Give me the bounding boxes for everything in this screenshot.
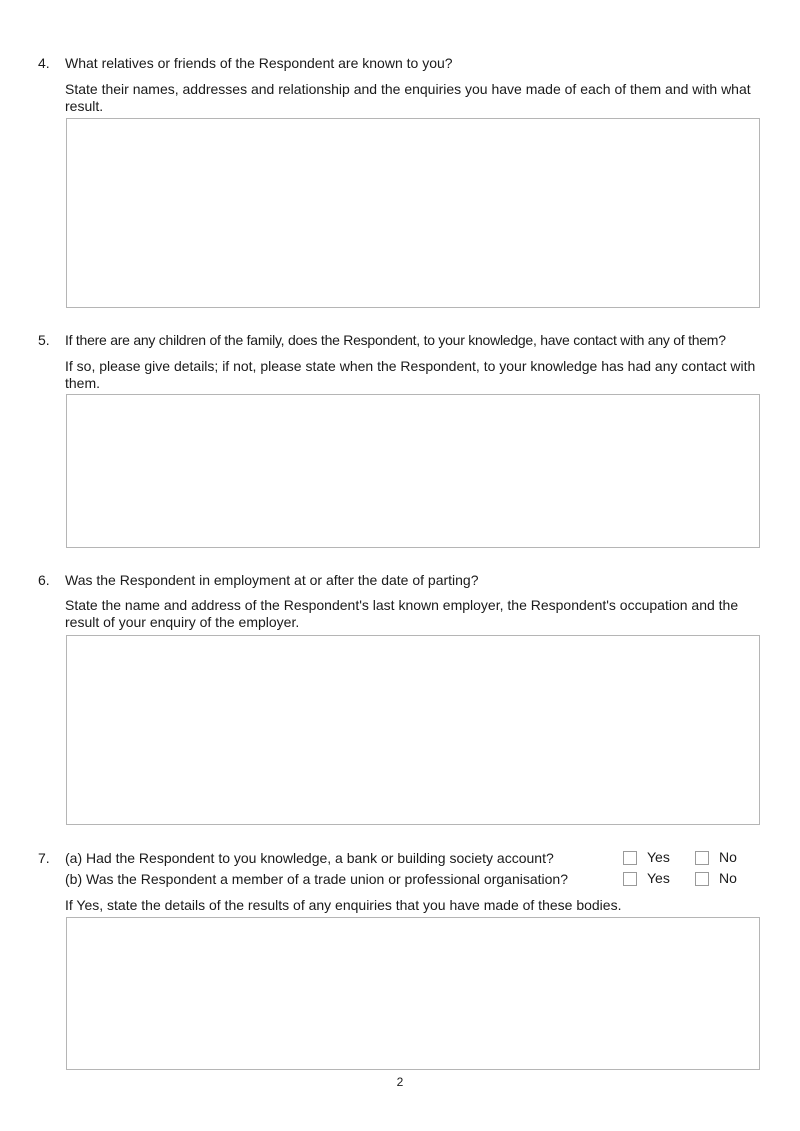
question-6-text: Was the Respondent in employment at or after the date of parting? <box>65 572 479 588</box>
question-7-instruction: If Yes, state the details of the results of any enquiries that you have made of these bodies. <box>65 897 622 913</box>
question-7-answer-box[interactable] <box>66 917 760 1070</box>
question-7b-yes-checkbox[interactable] <box>623 872 637 886</box>
question-4-text: What relatives or friends of the Respondent are known to you? <box>65 55 453 71</box>
question-6-instruction: State the name and address of the Respondent's last known employer, the Respondent's occupation and the result of your enquiry of the employer. <box>65 597 739 630</box>
question-7b-yes-label: Yes <box>647 870 670 886</box>
question-5-number: 5. <box>38 332 50 348</box>
question-4-instruction: State their names, addresses and relationship and the enquiries you have made of each of them and with what result. <box>65 81 751 114</box>
question-5-text: If there are any children of the family, does the Respondent, to your knowledge, have contact with any of them? <box>65 332 726 348</box>
question-7a-no-label: No <box>719 849 737 865</box>
question-7a-yes-checkbox[interactable] <box>623 851 637 865</box>
question-7b-no-label: No <box>719 870 737 886</box>
question-7a-no-checkbox[interactable] <box>695 851 709 865</box>
question-7a-text: (a) Had the Respondent to you knowledge, a bank or building society account? <box>65 850 554 866</box>
question-7a-yes-label: Yes <box>647 849 670 865</box>
question-6-number: 6. <box>38 572 50 588</box>
question-4-answer-box[interactable] <box>66 118 760 308</box>
page-number: 2 <box>396 1075 404 1089</box>
question-7b-text: (b) Was the Respondent a member of a trade union or professional organisation? <box>65 871 568 887</box>
question-5-answer-box[interactable] <box>66 394 760 548</box>
question-6-answer-box[interactable] <box>66 635 760 825</box>
question-4-number: 4. <box>38 55 50 71</box>
question-7b-no-checkbox[interactable] <box>695 872 709 886</box>
question-5-instruction: If so, please give details; if not, please state when the Respondent, to your knowledge has had any contact with them. <box>65 358 756 391</box>
question-7-number: 7. <box>38 850 50 866</box>
